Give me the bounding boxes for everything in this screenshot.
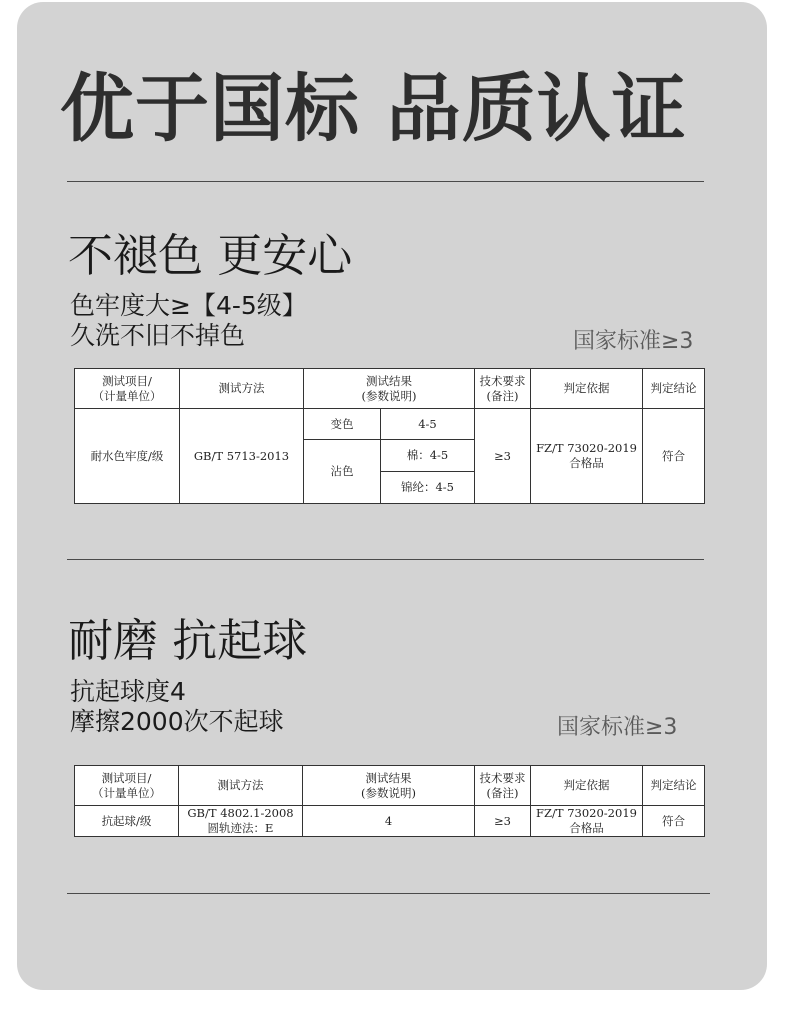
cell-basis: FZ/T 73020-2019 合格品 xyxy=(531,806,643,837)
colorfast-line-2: 久洗不旧不掉色 xyxy=(70,321,246,350)
cell-method: GB/T 4802.1-2008 圆轨迹法：E xyxy=(179,806,303,837)
pilling-test-table xyxy=(74,765,705,837)
colorfast-standard: 国家标准≥3 xyxy=(573,329,694,354)
cell-item: 耐水色牢度/级 xyxy=(75,409,180,504)
section-title-pilling: 耐磨 抗起球 xyxy=(68,614,308,667)
page-headline: 优于国标 品质认证 xyxy=(60,66,687,152)
cell-result-value-nylon: 锦纶：4-5 xyxy=(381,472,475,504)
col-header-result: 测试结果 (参数说明) xyxy=(304,369,475,409)
section-title-colorfast: 不褪色 更安心 xyxy=(68,229,353,282)
cell-result-value-color-change: 4-5 xyxy=(381,409,475,440)
table-header-row xyxy=(75,766,705,806)
colorfast-test-table xyxy=(74,368,705,504)
cell-item: 抗起球/级 xyxy=(75,806,179,837)
cell-result-label-staining: 沾色 xyxy=(304,440,381,504)
col-header-method: 测试方法 xyxy=(180,369,304,409)
col-header-conclusion: 判定结论 xyxy=(643,369,705,409)
col-header-item: 测试项目/ （计量单位） xyxy=(75,766,179,806)
cell-result-value-cotton: 棉：4-5 xyxy=(381,440,475,472)
pilling-line-1: 抗起球度4 xyxy=(70,677,186,706)
table-row xyxy=(75,409,705,440)
section-divider xyxy=(67,559,704,560)
bottom-divider xyxy=(67,893,710,894)
table-row xyxy=(75,806,705,837)
table-header-row xyxy=(75,369,705,409)
col-header-requirement: 技术要求 (备注) xyxy=(475,369,531,409)
cell-basis: FZ/T 73020-2019 合格品 xyxy=(531,409,643,504)
cell-requirement: ≥3 xyxy=(475,409,531,504)
col-header-item: 测试项目/ （计量单位） xyxy=(75,369,180,409)
headline-divider xyxy=(67,181,704,182)
col-header-method: 测试方法 xyxy=(179,766,303,806)
pilling-line-2: 摩擦2000次不起球 xyxy=(70,707,284,736)
cell-result: 4 xyxy=(303,806,475,837)
pilling-standard: 国家标准≥3 xyxy=(557,715,678,740)
colorfast-line-1: 色牢度大≥【4-5级】 xyxy=(70,291,307,320)
col-header-conclusion: 判定结论 xyxy=(643,766,705,806)
col-header-basis: 判定依据 xyxy=(531,766,643,806)
col-header-basis: 判定依据 xyxy=(531,369,643,409)
cell-method: GB/T 5713-2013 xyxy=(180,409,304,504)
cell-conclusion: 符合 xyxy=(643,806,705,837)
cell-requirement: ≥3 xyxy=(475,806,531,837)
cell-conclusion: 符合 xyxy=(643,409,705,504)
col-header-result: 测试结果 (参数说明) xyxy=(303,766,475,806)
cell-result-label-color-change: 变色 xyxy=(304,409,381,440)
col-header-requirement: 技术要求 (备注) xyxy=(475,766,531,806)
